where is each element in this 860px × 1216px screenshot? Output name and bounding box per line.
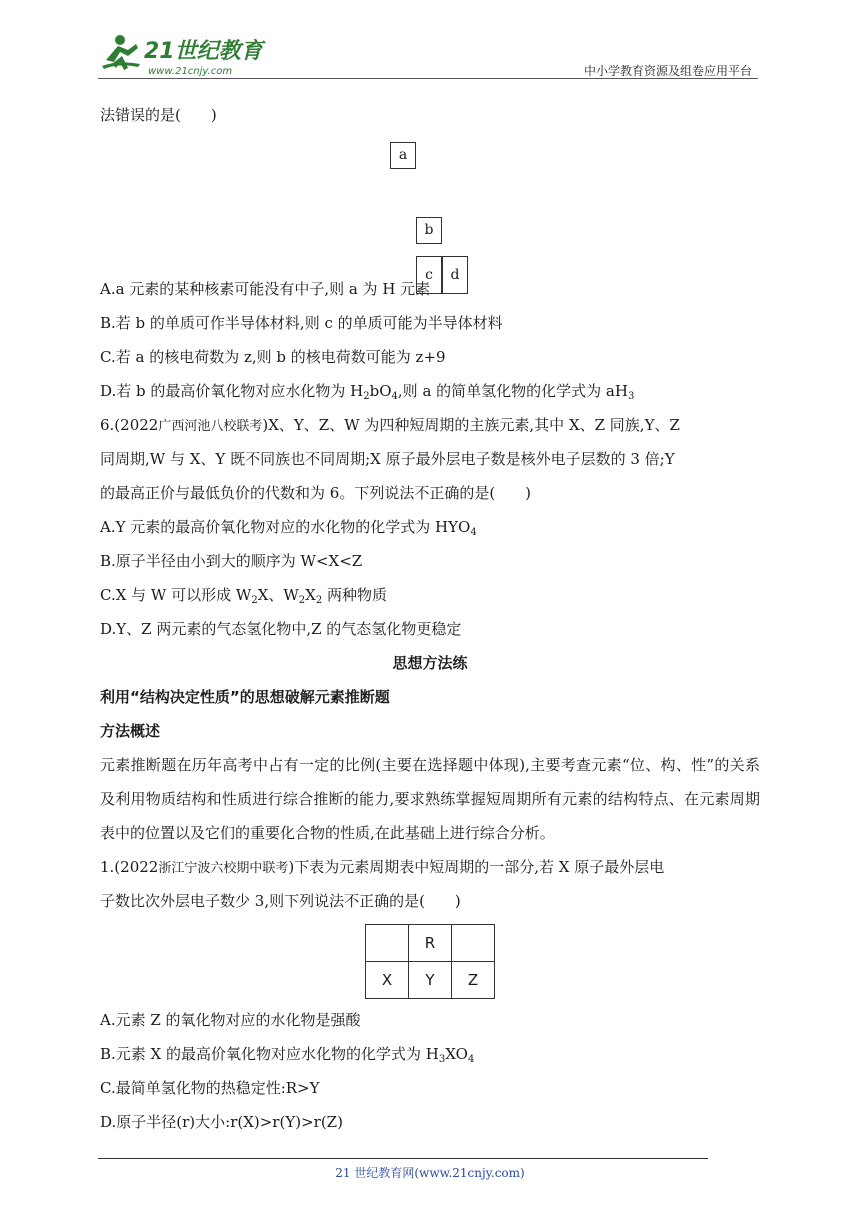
section-subtitle: 利用“结构决定性质”的思想破解元素推断题	[100, 688, 390, 706]
overview-text: 元素推断题在历年高考中占有一定的比例(主要在选择题中体现),主要考查元素“位、构、性”的关系及利用物质结构和性质进行综合推断的能力,要求熟练掌握短周期所有元素的结构特点、在元素周期表中的位置以及它们的重要化合物的性质,在此基础上进行综合分析。	[100, 756, 760, 842]
q1-option-b: B.元素 X 的最高价氧化物对应水化物的化学式为 $H_3XO_4$	[100, 1045, 475, 1065]
q1-stem-1: 1.(2022浙江宁波六校期中联考)下表为元素周期表中短周期的一部分,若 X 原子最外层电	[100, 858, 665, 876]
q5-option-c: C.若 a 的核电荷数为 z,则 b 的核电荷数可能为 z+9	[100, 348, 446, 366]
q6-option-d: D.Y、Z 两元素的气态氢化物中,Z 的气态氢化物更稳定	[100, 620, 462, 638]
q6-option-b: B.原子半径由小到大的顺序为 W<X<Z	[100, 552, 363, 570]
table-cell	[366, 925, 409, 962]
intro-line: 法错误的是( )	[100, 106, 217, 124]
table-cell: Z	[452, 962, 495, 999]
q6-stem-1: 6.(2022广西河池八校联考)X、Y、Z、W 为四种短周期的主族元素,其中 X、Z 同族,Y、Z	[100, 416, 680, 434]
cell-c: c	[416, 256, 442, 294]
q5-option-b: B.若 b 的单质可作半导体材料,则 c 的单质可能为半导体材料	[100, 314, 503, 332]
cell-d: d	[442, 256, 468, 294]
q1-option-c: C.最简单氢化物的热稳定性:R>Y	[100, 1079, 320, 1097]
logo-url: www.21cnjy.com	[148, 66, 233, 77]
q5-option-a: A.a 元素的某种核素可能没有中子,则 a 为 H 元素	[100, 280, 431, 298]
q1-stem-2: 子数比次外层电子数少 3,则下列说法不正确的是( )	[100, 892, 461, 910]
logo-text: 21世纪教育	[144, 39, 263, 64]
table-row	[366, 962, 495, 999]
q5-option-d: D.若 b 的最高价氧化物对应水化物为 $H_2bO_4$,则 a 的简单氢化物的化学式为 $aH_3$	[100, 382, 635, 402]
q6-source: 广西河池八校联考	[158, 419, 263, 434]
q1-option-d: D.原子半径(r)大小:r(X)>r(Y)>r(Z)	[100, 1113, 343, 1131]
header-platform-text: 中小学教育资源及组卷应用平台	[583, 64, 752, 78]
q6-stem-3: 的最高正价与最低负价的代数和为 6。下列说法不正确的是( )	[100, 484, 532, 502]
page-header	[98, 30, 758, 80]
q6-stem-2: 同周期,W 与 X、Y 既不同族也不同周期;X 原子最外层电子数是核外电子层数的 3 倍;Y	[100, 450, 675, 468]
site-logo	[98, 30, 268, 78]
page-content	[100, 98, 760, 1139]
q6-option-a: A.Y 元素的最高价氧化物对应的水化物的化学式为 $HYO_4$	[100, 518, 477, 538]
table-cell	[452, 925, 495, 962]
cell-a: a	[390, 142, 416, 169]
header-divider	[98, 78, 758, 79]
overview-heading: 方法概述	[100, 722, 161, 740]
table-cell: R	[409, 925, 452, 962]
section-title: 思想方法练	[392, 654, 468, 672]
table-row	[366, 925, 495, 962]
q1-source: 浙江宁波六校期中联考	[158, 861, 289, 876]
cell-b: b	[416, 217, 442, 244]
table-cell: X	[366, 962, 409, 999]
element-position-diagram	[100, 132, 760, 283]
periodic-table-fragment	[365, 924, 495, 999]
q1-option-a: A.元素 Z 的氧化物对应的水化物是强酸	[100, 1011, 361, 1029]
q6-option-c: C.X 与 W 可以形成 $W_2X$、$W_2X_2$ 两种物质	[100, 586, 388, 606]
footer-divider	[98, 1158, 708, 1159]
table-cell: Y	[409, 962, 452, 999]
page-footer: 21 世纪教育网(www.21cnjy.com)	[335, 1166, 525, 1180]
